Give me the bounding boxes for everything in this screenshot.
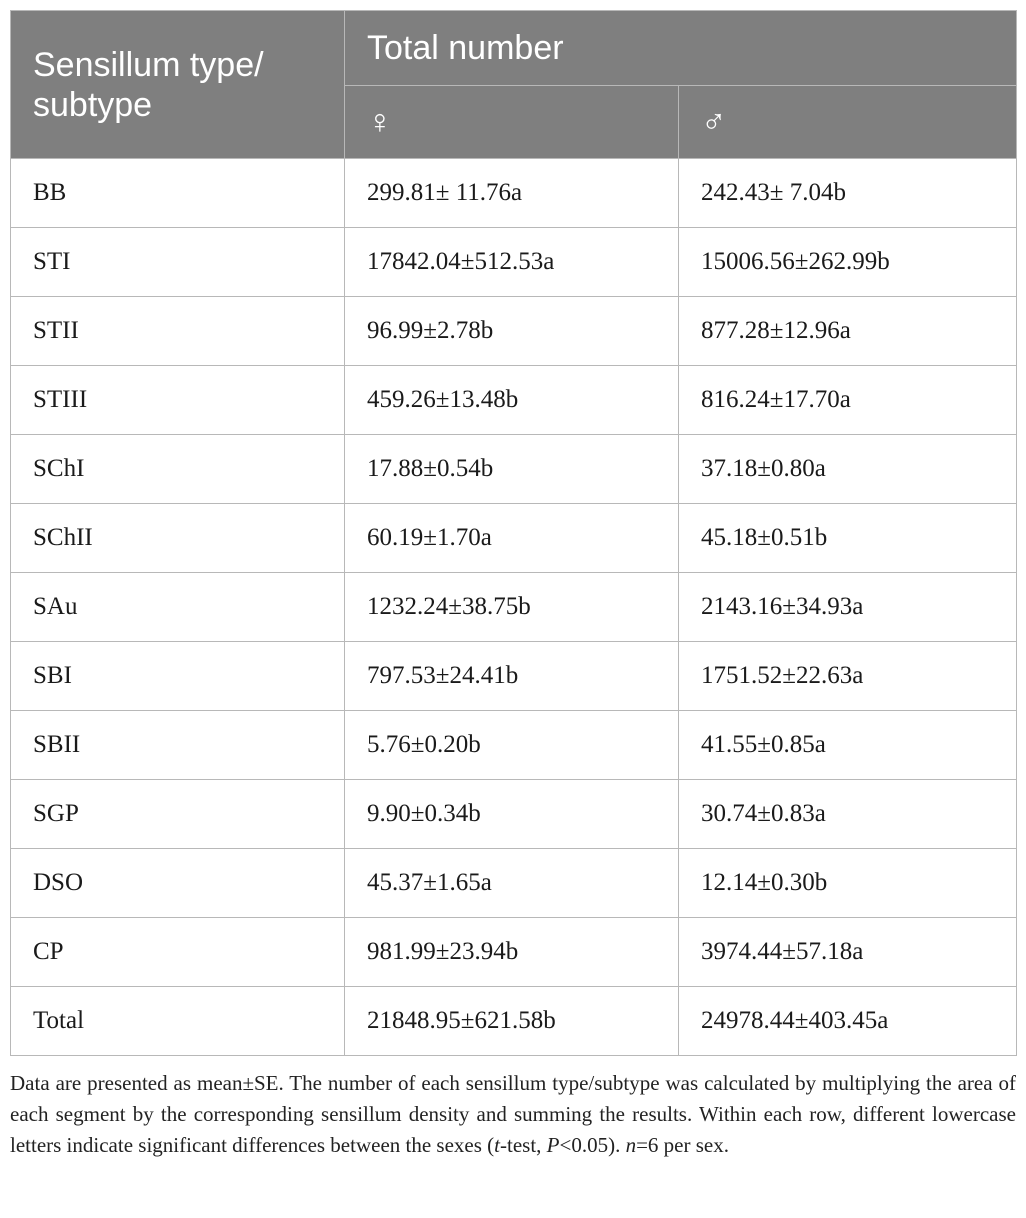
table-row bbox=[11, 159, 1017, 228]
type-cell: SGP bbox=[11, 780, 345, 849]
female-value-cell: 60.19±1.70a bbox=[345, 504, 679, 573]
type-cell: SChII bbox=[11, 504, 345, 573]
female-value-cell: 17842.04±512.53a bbox=[345, 228, 679, 297]
footnote-text: <0.05). bbox=[559, 1133, 626, 1157]
type-cell: SAu bbox=[11, 573, 345, 642]
male-value-cell: 37.18±0.80a bbox=[679, 435, 1017, 504]
male-value-cell: 1751.52±22.63a bbox=[679, 642, 1017, 711]
table-row bbox=[11, 987, 1017, 1056]
male-header-cell: ♂ bbox=[679, 86, 1017, 159]
footnote-text: =6 per sex. bbox=[636, 1133, 729, 1157]
group-header-cell: Total number bbox=[345, 11, 1017, 86]
sensillum-table bbox=[10, 10, 1017, 1056]
female-value-cell: 5.76±0.20b bbox=[345, 711, 679, 780]
type-cell: STII bbox=[11, 297, 345, 366]
table-row bbox=[11, 228, 1017, 297]
table-row bbox=[11, 297, 1017, 366]
type-cell: SBII bbox=[11, 711, 345, 780]
type-cell: STIII bbox=[11, 366, 345, 435]
table-page bbox=[10, 10, 1016, 1161]
male-value-cell: 24978.44±403.45a bbox=[679, 987, 1017, 1056]
male-value-cell: 816.24±17.70a bbox=[679, 366, 1017, 435]
table-row bbox=[11, 366, 1017, 435]
type-cell: BB bbox=[11, 159, 345, 228]
footnote-text: -test, bbox=[500, 1133, 547, 1157]
table-row bbox=[11, 573, 1017, 642]
table-footnote bbox=[10, 1068, 1016, 1161]
male-value-cell: 12.14±0.30b bbox=[679, 849, 1017, 918]
type-cell: STI bbox=[11, 228, 345, 297]
female-value-cell: 299.81± 11.76a bbox=[345, 159, 679, 228]
female-value-cell: 459.26±13.48b bbox=[345, 366, 679, 435]
table-row bbox=[11, 780, 1017, 849]
type-cell: DSO bbox=[11, 849, 345, 918]
female-value-cell: 797.53±24.41b bbox=[345, 642, 679, 711]
type-cell: SChI bbox=[11, 435, 345, 504]
table-row bbox=[11, 711, 1017, 780]
table-row bbox=[11, 849, 1017, 918]
table-row bbox=[11, 435, 1017, 504]
female-value-cell: 96.99±2.78b bbox=[345, 297, 679, 366]
table-row bbox=[11, 504, 1017, 573]
male-value-cell: 41.55±0.85a bbox=[679, 711, 1017, 780]
male-value-cell: 30.74±0.83a bbox=[679, 780, 1017, 849]
female-value-cell: 21848.95±621.58b bbox=[345, 987, 679, 1056]
female-value-cell: 1232.24±38.75b bbox=[345, 573, 679, 642]
type-cell: SBI bbox=[11, 642, 345, 711]
female-value-cell: 9.90±0.34b bbox=[345, 780, 679, 849]
male-value-cell: 45.18±0.51b bbox=[679, 504, 1017, 573]
footnote-text: Data are presented as mean±SE. The number of each sensillum type/subtype was calculated by multiplying the area of each segment by the corresponding sensillum density and summing the results. Within each row, different lowercase letters indicate significant differences between the sexes ( bbox=[10, 1071, 1016, 1157]
table-row bbox=[11, 918, 1017, 987]
type-cell: CP bbox=[11, 918, 345, 987]
footnote-n-symbol: n bbox=[625, 1133, 637, 1157]
female-value-cell: 981.99±23.94b bbox=[345, 918, 679, 987]
female-value-cell: 17.88±0.54b bbox=[345, 435, 679, 504]
footnote-t-symbol: t bbox=[494, 1133, 501, 1157]
footnote-p-symbol: P bbox=[546, 1133, 560, 1157]
row-header-cell: Sensillum type/ subtype bbox=[11, 11, 345, 159]
male-value-cell: 877.28±12.96a bbox=[679, 297, 1017, 366]
female-header-cell: ♀ bbox=[345, 86, 679, 159]
female-value-cell: 45.37±1.65a bbox=[345, 849, 679, 918]
male-value-cell: 3974.44±57.18a bbox=[679, 918, 1017, 987]
type-cell: Total bbox=[11, 987, 345, 1056]
table-row bbox=[11, 642, 1017, 711]
male-value-cell: 2143.16±34.93a bbox=[679, 573, 1017, 642]
male-value-cell: 242.43± 7.04b bbox=[679, 159, 1017, 228]
male-value-cell: 15006.56±262.99b bbox=[679, 228, 1017, 297]
